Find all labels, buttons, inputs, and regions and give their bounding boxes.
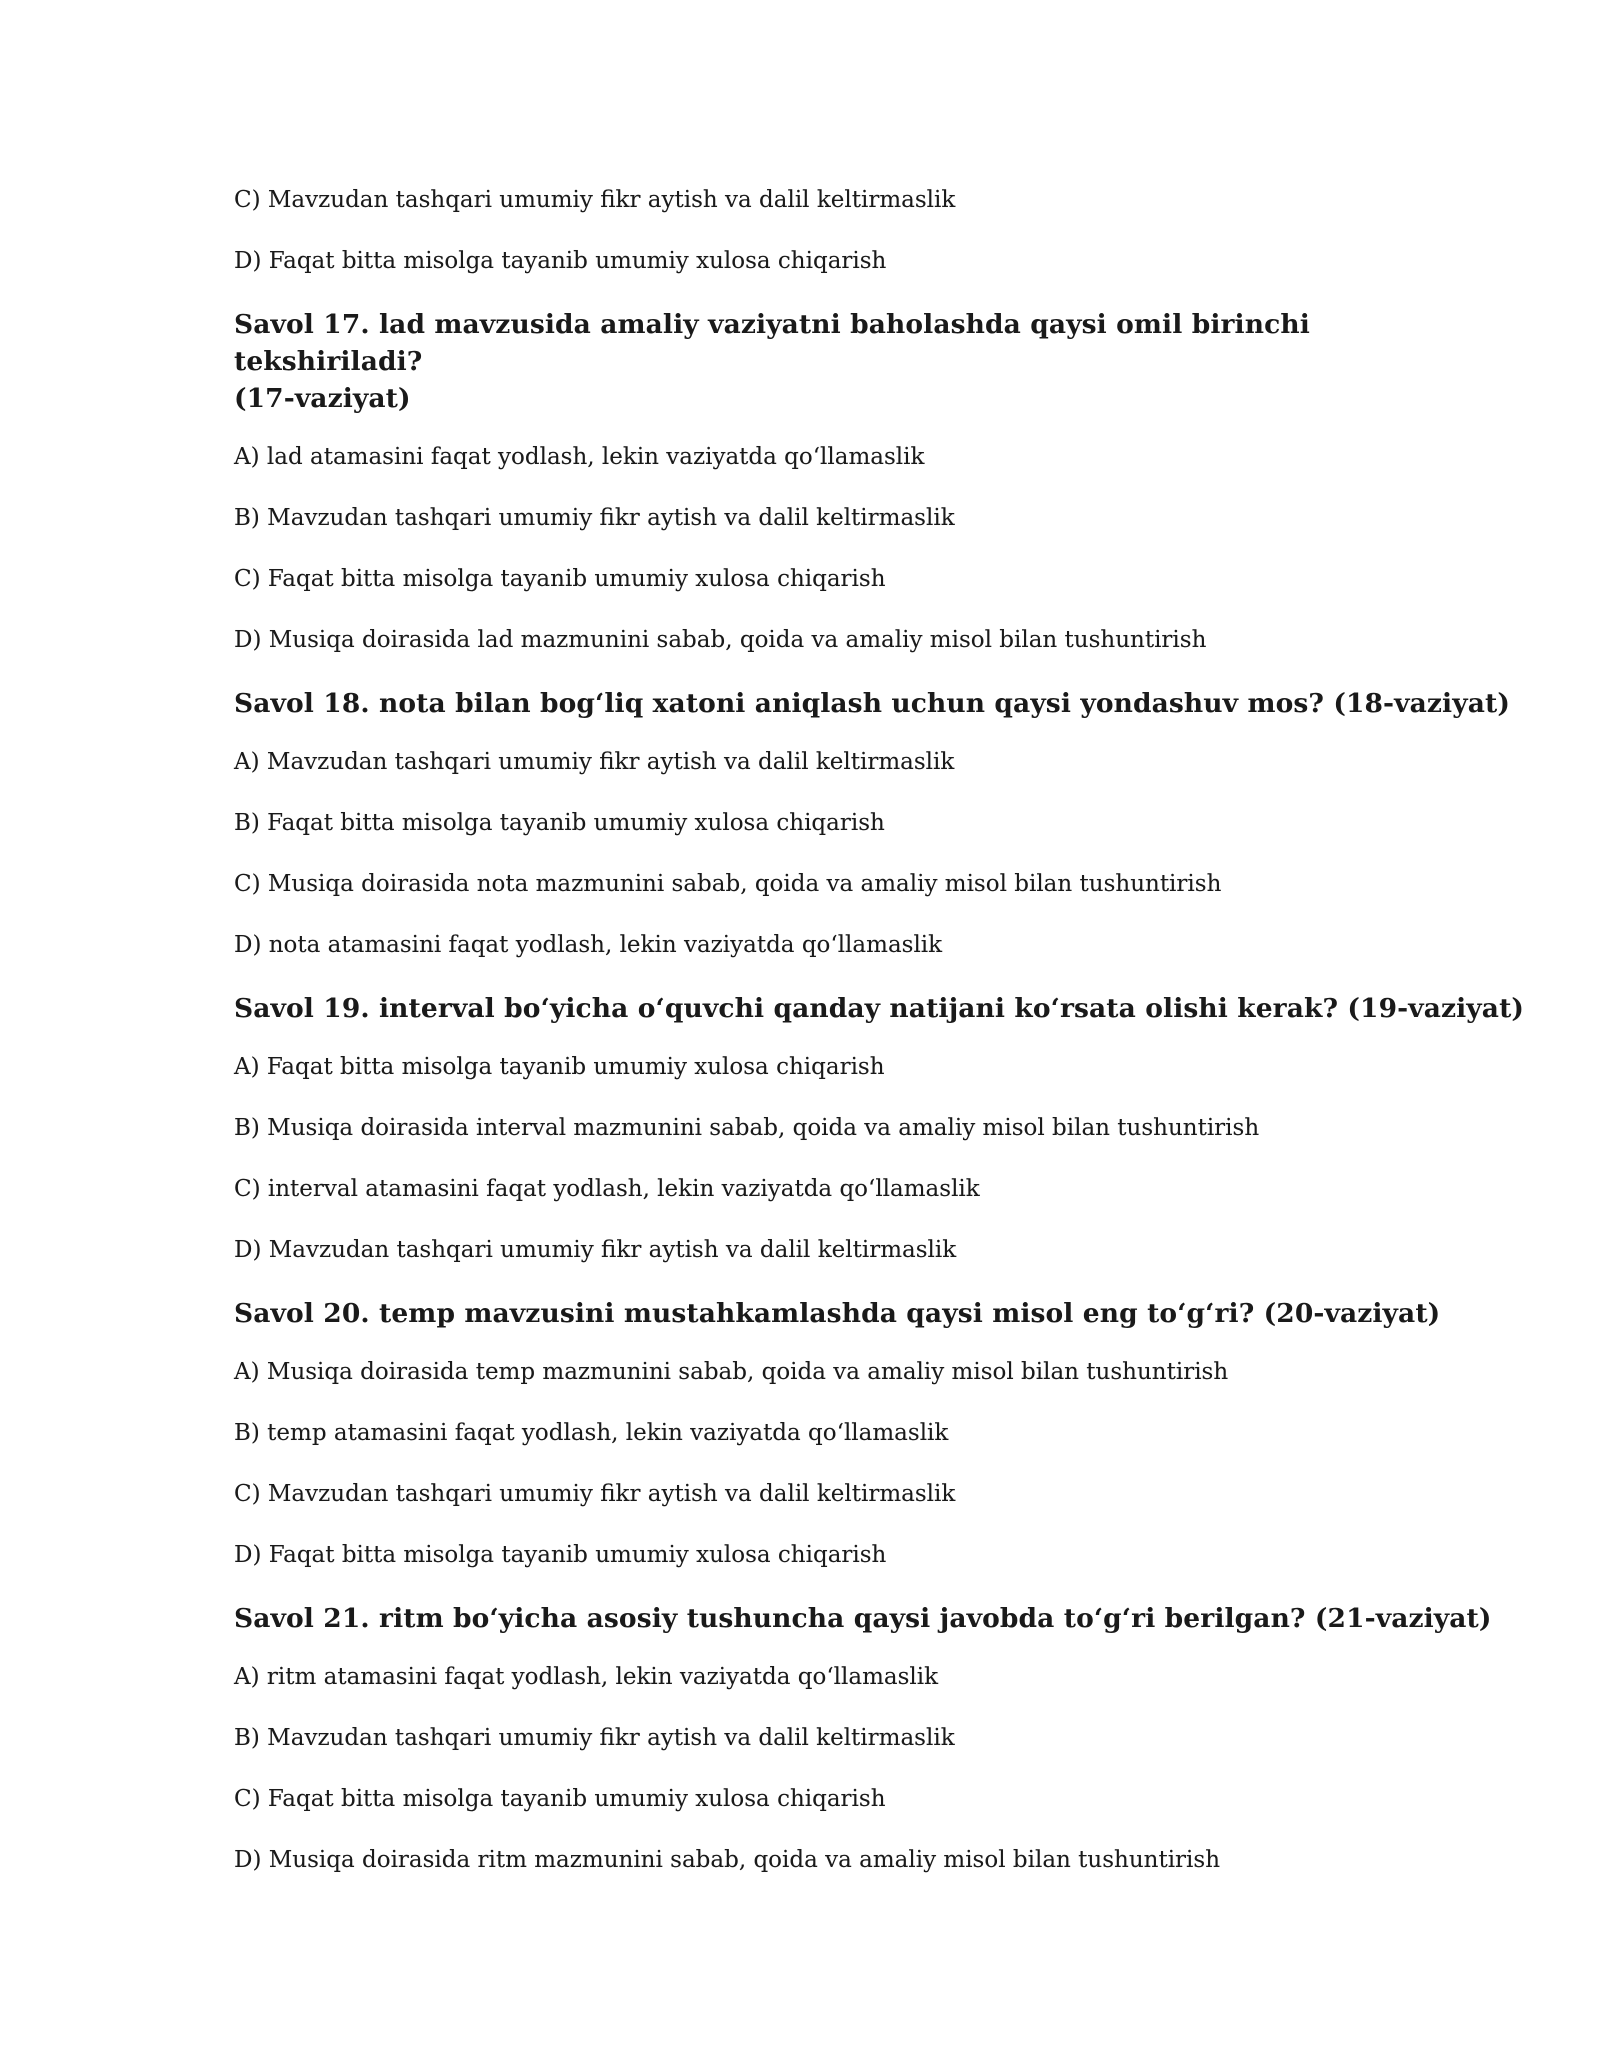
option-c: C) Mavzudan tashqari umumiy fikr aytish va dalil keltirmaslik	[234, 187, 956, 213]
question-19-option-a: A) Faqat bitta misolga tayanib umumiy xulosa chiqarish	[234, 1054, 885, 1080]
question-20-option-d: D) Faqat bitta misolga tayanib umumiy xulosa chiqarish	[234, 1542, 887, 1568]
option-d: D) Faqat bitta misolga tayanib umumiy xulosa chiqarish	[234, 248, 887, 274]
question-17-line1: Savol 17. lad mavzusida amaliy vaziyatni baholashda qaysi omil birinchi tekshiriladi?	[234, 309, 1310, 377]
question-17-option-b: B) Mavzudan tashqari umumiy fikr aytish va dalil keltirmaslik	[234, 505, 955, 531]
question-21-option-c: C) Faqat bitta misolga tayanib umumiy xulosa chiqarish	[234, 1786, 886, 1812]
document-page	[234, 184, 1525, 1905]
question-17-line2: (17-vaziyat)	[234, 383, 411, 414]
question-18-option-b: B) Faqat bitta misolga tayanib umumiy xulosa chiqarish	[234, 810, 885, 836]
question-18-heading: Savol 18. nota bilan bog‘liq xatoni aniqlash uchun qaysi yondashuv mos? (18-vaziyat)	[234, 688, 1510, 719]
question-18-option-c: C) Musiqa doirasida nota mazmunini sabab, qoida va amaliy misol bilan tushuntirish	[234, 871, 1222, 897]
question-19-heading: Savol 19. interval bo‘yicha o‘quvchi qanday natijani ko‘rsata olishi kerak? (19-vaziyat)	[234, 993, 1525, 1024]
question-20-heading: Savol 20. temp mavzusini mustahkamlashda qaysi misol eng to‘g‘ri? (20-vaziyat)	[234, 1298, 1441, 1329]
question-20-option-c: C) Mavzudan tashqari umumiy fikr aytish va dalil keltirmaslik	[234, 1481, 956, 1507]
question-18-option-a: A) Mavzudan tashqari umumiy fikr aytish va dalil keltirmaslik	[234, 749, 955, 775]
question-19-option-d: D) Mavzudan tashqari umumiy fikr aytish va dalil keltirmaslik	[234, 1237, 957, 1263]
question-20-option-b: B) temp atamasini faqat yodlash, lekin vaziyatda qo‘llamaslik	[234, 1420, 949, 1446]
question-19-option-c: C) interval atamasini faqat yodlash, lekin vaziyatda qo‘llamaslik	[234, 1176, 980, 1202]
question-17-option-d: D) Musiqa doirasida lad mazmunini sabab, qoida va amaliy misol bilan tushuntirish	[234, 627, 1207, 653]
question-21-option-b: B) Mavzudan tashqari umumiy fikr aytish va dalil keltirmaslik	[234, 1725, 955, 1751]
question-20-option-a: A) Musiqa doirasida temp mazmunini sabab, qoida va amaliy misol bilan tushuntirish	[234, 1359, 1229, 1385]
question-19-option-b: B) Musiqa doirasida interval mazmunini sabab, qoida va amaliy misol bilan tushuntirish	[234, 1115, 1260, 1141]
question-18-option-d: D) nota atamasini faqat yodlash, lekin vaziyatda qo‘llamaslik	[234, 932, 943, 958]
question-21-option-d: D) Musiqa doirasida ritm mazmunini sabab, qoida va amaliy misol bilan tushuntirish	[234, 1847, 1221, 1873]
question-17-heading	[234, 306, 1374, 417]
question-17-option-a: A) lad atamasini faqat yodlash, lekin vaziyatda qo‘llamaslik	[234, 444, 925, 470]
question-21-heading: Savol 21. ritm bo‘yicha asosiy tushuncha qaysi javobda to‘g‘ri berilgan? (21-vaziyat)	[234, 1603, 1492, 1634]
question-17-option-c: C) Faqat bitta misolga tayanib umumiy xulosa chiqarish	[234, 566, 886, 592]
question-21-option-a: A) ritm atamasini faqat yodlash, lekin vaziyatda qo‘llamaslik	[234, 1664, 939, 1690]
